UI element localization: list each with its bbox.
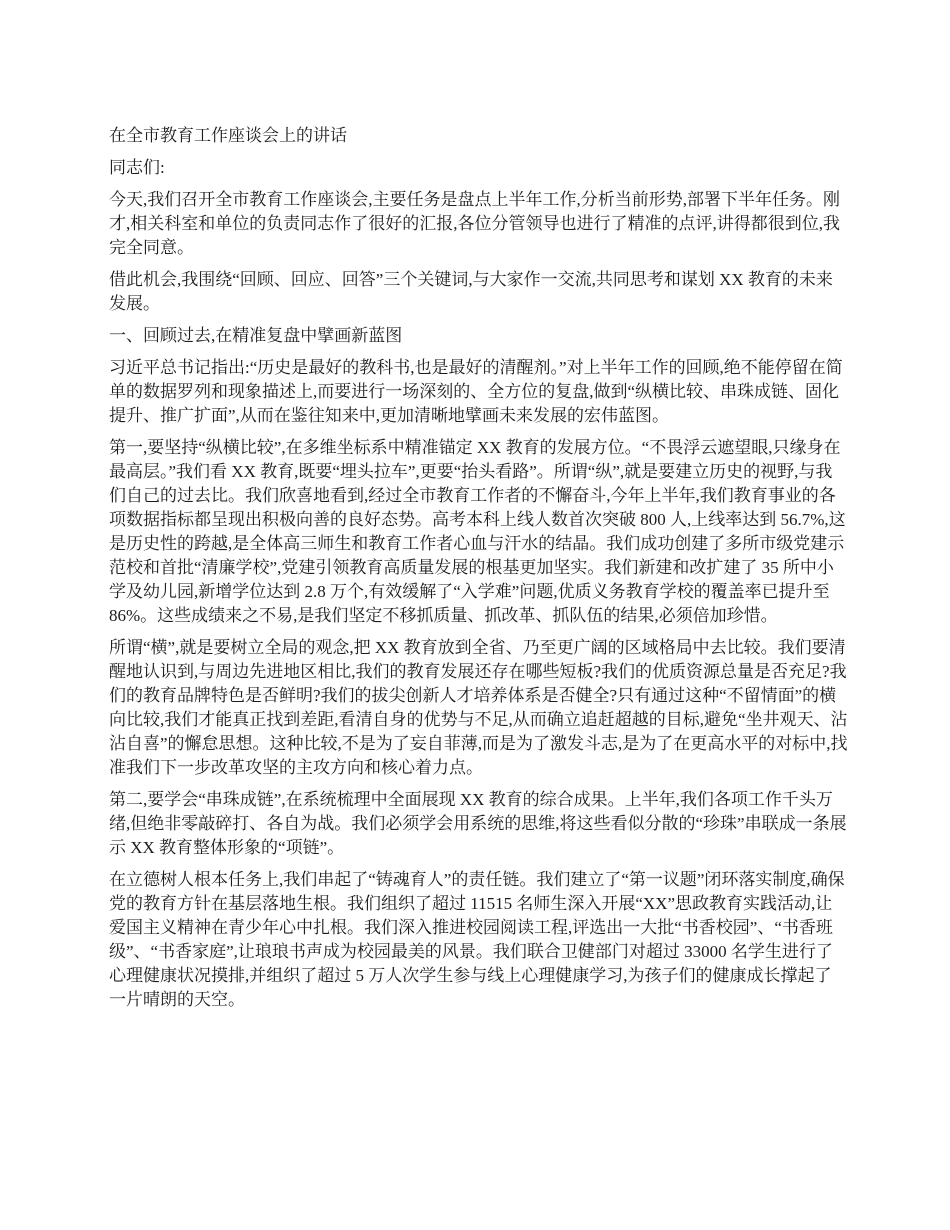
paragraph-opening: 今天,我们召开全市教育工作座谈会,主要任务是盘点上半年工作,分析当前形势,部署下半年任务。刚才,相关科室和单位的负责同志作了很好的汇报,各位分管领导也进行了精准的点评,讲得都很到位,我完全同意。 <box>109 190 840 257</box>
paragraph-moral-education-chain: 在立德树人根本任务上,我们串起了“铸魂育人”的责任链。我们建立了“第一议题”闭环落实制度,确保党的教育方针在基层落地生根。我们组织了超过 11515 名师生深入开展“XX”思政教育实践活动,让爱国主义精神在青少年心中扎根。我们深入推进校园阅读工程,评选出一大批“书香校园”、“书香班级”、“书香家庭”,让琅琅书声成为校园最美的风景。我们联合卫健部门对超过 33000 名学生进行了心理健康状况摸排,并组织了超过 5 万人次学生参与线上心理健康学习,为孩子们的健康成长撑起了一片晴朗的天空。 <box>109 870 845 1009</box>
document-title: 在全市教育工作座谈会上的讲话 <box>109 126 347 145</box>
paragraph-review-principle: 习近平总书记指出:“历史是最好的教科书,也是最好的清醒剂。”对上半年工作的回顾,绝不能停留在简单的数据罗列和现象描述上,而要进行一场深刻的、全方位的复盘,做到“纵横比较、串珠成链、固化提升、推广扩面”,从而在鉴往知来中,更加清晰地擘画未来发展的宏伟蓝图。 <box>109 358 843 425</box>
paragraph-first-point-vertical-comparison: 第一,要坚持“纵横比较”,在多维坐标系中精准锚定 XX 教育的发展方位。“不畏浮云遮望眼,只缘身在最高层。”我们看 XX 教育,既要“埋头拉车”,更要“抬头看路”。所谓“纵”,就是要建立历史的视野,与我们自己的过去比。我们欣喜地看到,经过全市教育工作者的不懈奋斗,今年上半年,我们教育事业的各项数据指标都呈现出积极向善的良好态势。高考本科上线人数首次突破 800 人,上线率达到 56.7%,这是历史性的跨越,是全体高三师生和教育工作者心血与汗水的结晶。我们成功创建了多所市级党建示范校和首批“清廉学校”,党建引领教育高质量发展的根基更加坚实。我们新建和改扩建了 35 所中小学及幼儿园,新增学位达到 2.8 万个,有效缓解了“入学难”问题,优质义务教育学校的覆盖率已提升至 86%。这些成绩来之不易,是我们坚定不移抓质量、抓改革、抓队伍的结果,必须倍加珍惜。 <box>109 438 846 625</box>
paragraph-three-keywords: 借此机会,我围绕“回顾、回应、回答”三个关键词,与大家作一交流,共同思考和谋划 XX 教育的未来发展。 <box>109 270 833 313</box>
section-1-heading: 一、回顾过去,在精准复盘中擘画新蓝图 <box>109 326 403 345</box>
speech-document <box>109 124 848 1020</box>
salutation: 同志们: <box>109 158 165 177</box>
paragraph-horizontal-comparison: 所谓“横”,就是要树立全局的观念,把 XX 教育放到全省、乃至更广阔的区域格局中去比较。我们要清醒地认识到,与周边先进地区相比,我们的教育发展还存在哪些短板?我们的优质资源总量是否充足?我们的教育品牌特色是否鲜明?我们的拔尖创新人才培养体系是否健全?只有通过这种“不留情面”的横向比较,我们才能真正找到差距,看清自身的优势与不足,从而确立追赶超越的目标,避免“坐井观天、沾沾自喜”的懈怠思想。这种比较,不是为了妄自菲薄,而是为了激发斗志,是为了在更高水平的对标中,找准我们下一步改革攻坚的主攻方向和核心着力点。 <box>109 638 848 777</box>
paragraph-second-point-pearl-chain: 第二,要学会“串珠成链”,在系统梳理中全面展现 XX 教育的综合成果。上半年,我们各项工作千头万绪,但绝非零敲碎打、各自为战。我们必须学会用系统的思维,将这些看似分散的“珍珠”串联成一条展示 XX 教育整体形象的“项链”。 <box>109 790 847 857</box>
